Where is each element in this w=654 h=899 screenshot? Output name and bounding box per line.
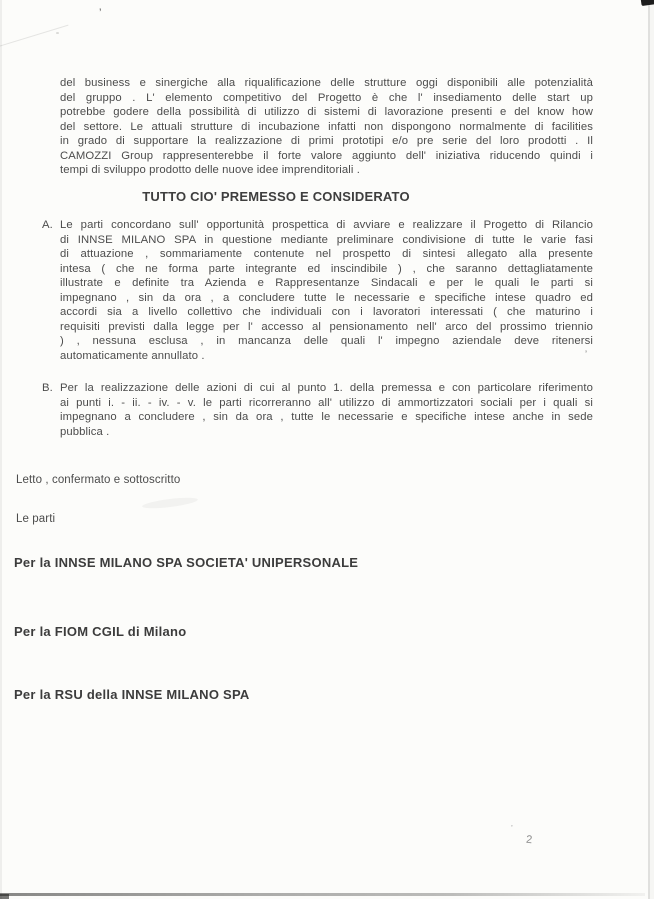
clause-a-marker: A. (42, 219, 53, 231)
clause-b-marker: B. (42, 382, 53, 394)
clause-a (42, 218, 593, 363)
closing-read-confirmed: Letto , confermato e sottoscritto (16, 474, 181, 486)
scan-mark: ’ (585, 349, 587, 359)
fold-crease-artifact (0, 25, 68, 49)
page-number: 2 (525, 833, 533, 847)
clause-a-text: Le parti concordano sull' opportunità prospettica di avviare e realizzare il Progetto di Rilancio di INNSE MILANO SPA in questione mediante preliminare condivisione di tutte le varie fasi di attuazione , sommariamente contenute nel prospetto di sintesi allegato alla presente intesa ( che ne forma parte integrante ed inscindibile ) , che saranno dettagliatamente illustrate e definite tra Azienda e Rappresentanze Sindacali e per le quali le parti si impegnano , sin da ora , a concludere tutte le necessarie e specifiche intese quadro ed accordi sia a livello collettivo che individuali con i lavoratori interessati ( che maturino i requisiti previsti dalla legge per l' accesso al pensionamento nell' arco del prossimo triennio ) , nessuna esclusa , in mancanza delle quali l' impegno aziendale deve ritenersi automaticamente annullato . (60, 219, 593, 362)
scan-mark: ’ (511, 824, 513, 833)
scan-edge-left (0, 0, 2, 899)
speck-artifact (56, 32, 59, 34)
scan-edge-bottom (0, 893, 645, 896)
signature-line-fiom-cgil: Per la FIOM CGIL di Milano (14, 624, 187, 639)
section-heading: TUTTO CIO' PREMESSO E CONSIDERATO (142, 189, 410, 204)
scan-mark: ’ (99, 7, 102, 19)
scan-edge-bottom-notch (0, 894, 9, 899)
parties-label: Le parti (16, 513, 56, 525)
clause-b (42, 381, 593, 439)
signature-line-rsu: Per la RSU della INNSE MILANO SPA (14, 687, 250, 702)
scan-edge-right (648, 0, 650, 899)
signature-line-innse-milano-spa: Per la INNSE MILANO SPA SOCIETA' UNIPERSONALE (14, 555, 359, 570)
clause-b-text: Per la realizzazione delle azioni di cui al punto 1. della premessa e con particolare riferimento ai punti i. - ii. - iv. - v. le parti ricorreranno all' utilizzo di ammortizzatori sociali per i quali si impegnano a concludere , sin da ora , tutte le necessarie e specifiche intese anche in sede pubblica . (60, 382, 593, 438)
intro-paragraph: del business e sinergiche alla riqualificazione delle strutture oggi disponibili alle potenzialità del gruppo . L' elemento competitivo del Progetto è che l' insediamento delle start up potrebbe godere della possibilità di utilizzo di sistemi di lavorazione presenti e del know how del settore. Le attuali strutture di incubazione infatti non dispongono normalmente di facilities in grado di supportare la realizzazione di primi prototipi e/o pre serie del loro prodotti . Il CAMOZZI Group rappresenterebbe il forte valore aggiunto dell' iniziativa riducendo quindi i tempi di sviluppo prodotto delle nuove idee imprenditoriali . (60, 77, 593, 176)
smudge-artifact (142, 496, 199, 511)
scan-edge-right-band (650, 0, 654, 899)
